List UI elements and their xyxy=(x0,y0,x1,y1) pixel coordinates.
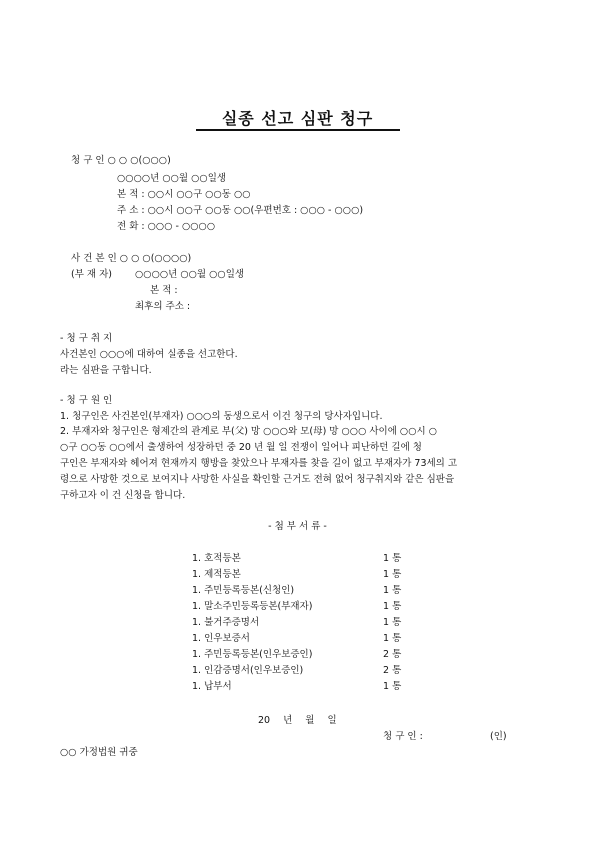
reason-item-2-line: ○구 ○○동 ○○에서 출생하여 성장하던 중 20 년 월 일 전쟁이 일어나 피난하던 길에 청 xyxy=(60,442,422,453)
attachment-count: 1 통 xyxy=(383,681,402,692)
attachment-name: 1. 인우보증서 xyxy=(192,633,250,644)
attachment-name: 1. 납부서 xyxy=(192,681,232,692)
claimant-registered: 본 적 : ○○시 ○○구 ○○동 ○○ xyxy=(117,189,251,200)
claimant-phone: 전 화 : ○○○ - ○○○○ xyxy=(117,221,216,232)
attachment-count: 1 통 xyxy=(383,569,402,580)
attachment-count: 1 통 xyxy=(383,585,402,596)
court-addressee: ○○ 가정법원 귀중 xyxy=(60,747,138,758)
document-date: 20 년 월 일 xyxy=(258,715,337,726)
claimant-name: 청 구 인 ○ ○ ○(○○○) xyxy=(71,155,171,166)
title-underline xyxy=(196,129,400,131)
absentee-label: (부 재 자) xyxy=(71,269,112,280)
claimant-birth: ○○○○년 ○○월 ○○일생 xyxy=(117,173,227,184)
attachment-count: 1 통 xyxy=(383,553,402,564)
person-registered: 본 적 : xyxy=(150,285,178,296)
person-last-address: 최후의 주소 : xyxy=(135,301,191,312)
document-title: 실종 선고 심판 청구 xyxy=(221,109,374,128)
purpose-line2: 라는 심판을 구합니다. xyxy=(60,365,152,376)
attachment-name: 1. 불거주증명서 xyxy=(192,617,260,628)
attachment-name: 1. 제적등본 xyxy=(192,569,241,580)
reason-item-2-line: 령으로 사망한 것으로 보여지나 사망한 사실을 확인할 근거도 전혀 없어 청구취지와 같은 심판을 xyxy=(60,474,455,485)
purpose-heading: - 청 구 취 지 xyxy=(60,333,113,344)
attachment-count: 2 통 xyxy=(383,649,402,660)
purpose-line1: 사건본인 ○○○에 대하여 실종을 선고한다. xyxy=(60,349,238,360)
attachment-name: 1. 주민등록등본(인우보증인) xyxy=(192,649,313,660)
person-name: 사 건 본 인 ○ ○ ○(○○○○) xyxy=(71,253,192,264)
reason-item-2-line: 2. 부재자와 청구인은 형제간의 관계로 부(父) 망 ○○○와 모(母) 망 ○○○ 사이에 ○○시 ○ xyxy=(60,426,437,437)
reason-item-2-line: 구하고자 이 건 신청을 합니다. xyxy=(60,490,186,501)
attachment-count: 1 통 xyxy=(383,617,402,628)
reason-item-1: 1. 청구인은 사건본인(부재자) ○○○의 동생으로서 이건 청구의 당사자입니다. xyxy=(60,411,383,422)
reasons-heading: - 청 구 원 인 xyxy=(60,395,113,406)
attachment-name: 1. 주민등록등본(신청인) xyxy=(192,585,295,596)
signer-label: 청 구 인 : xyxy=(383,731,423,742)
attachments-heading: - 첨 부 서 류 - xyxy=(268,521,327,532)
attachment-name: 1. 말소주민등록등본(부재자) xyxy=(192,601,313,612)
attachment-name: 1. 호적등본 xyxy=(192,553,241,564)
reason-item-2-line: 구인은 부재자와 헤어져 현재까지 행방을 찾았으나 부재자를 찾을 길이 없고 부재자가 73세의 고 xyxy=(60,458,458,469)
attachment-count: 1 통 xyxy=(383,601,402,612)
seal-mark: (인) xyxy=(490,731,507,742)
reason-item-2 xyxy=(60,424,530,504)
attachment-count: 1 통 xyxy=(383,633,402,644)
attachment-count: 2 통 xyxy=(383,665,402,676)
attachment-name: 1. 인감증명서(인우보증인) xyxy=(192,665,304,676)
person-birth: ○○○○년 ○○월 ○○일생 xyxy=(135,269,245,280)
claimant-address: 주 소 : ○○시 ○○구 ○○동 ○○(우편번호 : ○○○ - ○○○) xyxy=(117,205,364,216)
